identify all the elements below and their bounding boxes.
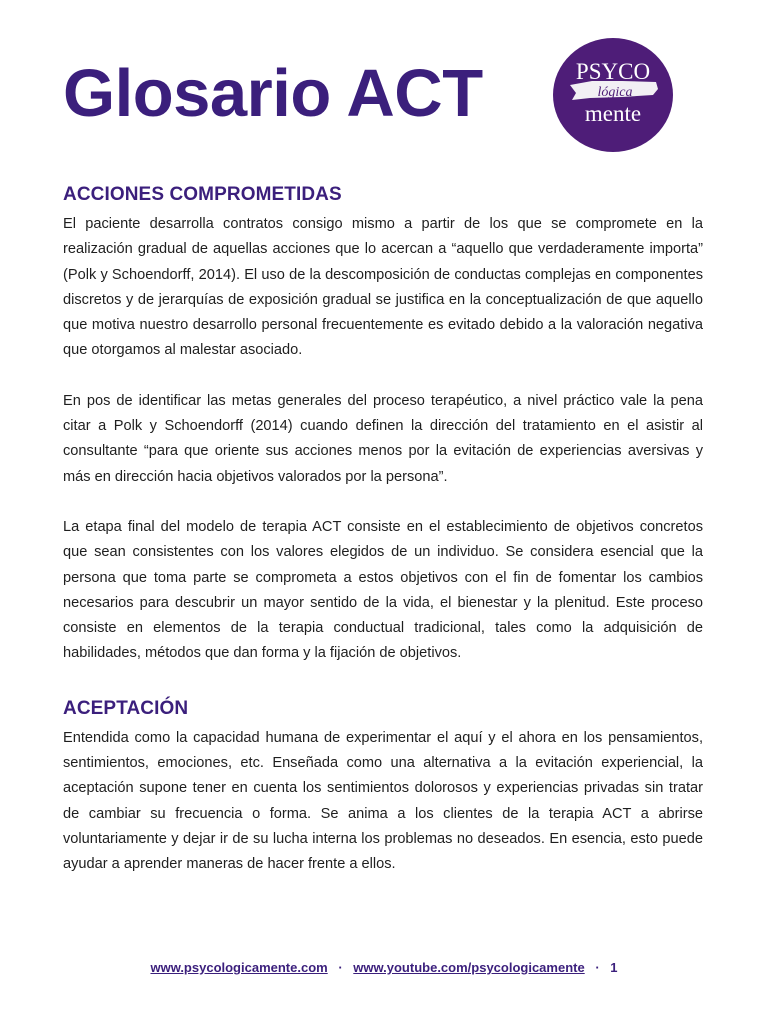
paragraph: En pos de identificar las metas generales del proceso terapéutico, a nivel práctico vale la pena citar a Polk y Schoendorff (2014) cuando definen la dirección del tratamiento en el asistir al consultante “para que oriente sus acciones menos por la evitación de experiencias aversivas y más en dirección hacia objetivos valorados por la persona”. xyxy=(63,392,703,485)
logo-text-mente: mente xyxy=(584,101,642,126)
logo-text-psyco: PSYCO xyxy=(575,59,651,84)
footer-separator: · xyxy=(338,960,343,975)
paragraph: El paciente desarrolla contratos consigo mismo a partir de los que se compromete en la realización gradual de aquellas acciones que lo acercan a “aquello que verdaderamente importa” (Polk y Schoendorff, 2014). El uso de la descomposición de conductas complejas en componentes discretos y de jerarquías de exposición gradual se justifica en la conceptualización de que aquello que motiva nuestro desarrollo personal frecuentemente es evitado debido a la valoración negativa que otorgamos al malestar asociado. xyxy=(63,216,703,359)
glossary-content xyxy=(63,181,703,878)
section-heading-aceptacion: ACEPTACIÓN xyxy=(63,697,189,719)
page-footer xyxy=(0,960,768,975)
paragraph: La etapa final del modelo de terapia ACT consiste en el establecimiento de objetivos concretos que sean consistentes con los valores elegidos de un individuo. Se considera esencial que la persona que toma parte se comprometa a estos objetivos con el fin de fomentar los cambios necesarios para descubrir un mayor sentido de la vida, el bienestar y la plenitud. Este proceso consiste en elementos de la terapia conductual tradicional, tales como la adquisición de habilidades, métodos que dan forma y la fijación de objetivos. xyxy=(63,518,703,662)
psycologicamente-logo xyxy=(552,37,674,153)
footer-separator: · xyxy=(595,960,600,975)
website-link[interactable]: www.psycologicamente.com xyxy=(150,960,328,975)
section-heading-acciones-comprometidas: ACCIONES COMPROMETIDAS xyxy=(63,184,342,205)
youtube-link[interactable]: www.youtube.com/psycologicamente xyxy=(353,960,585,975)
page-title: Glosario ACT xyxy=(63,56,483,131)
paragraph: Entendida como la capacidad humana de experimentar el aquí y el ahora en los pensamientos, sentimientos, emociones, etc. Enseñada como una alternativa a la evitación experiencial, la aceptación supone tener en cuenta los sentimientos dolorosos y experiencias privadas sin tratar de cambiar su frecuencia o forma. Se anima a los clientes de la terapia ACT a abrirse voluntariamente y dejar ir de su lucha interna los problemas no deseados. En esencia, esto puede ayudar a aprender maneras de hacer frente a ellos. xyxy=(63,729,703,873)
page-number: 1 xyxy=(610,960,618,975)
logo-text-logica: lógica xyxy=(597,85,633,100)
